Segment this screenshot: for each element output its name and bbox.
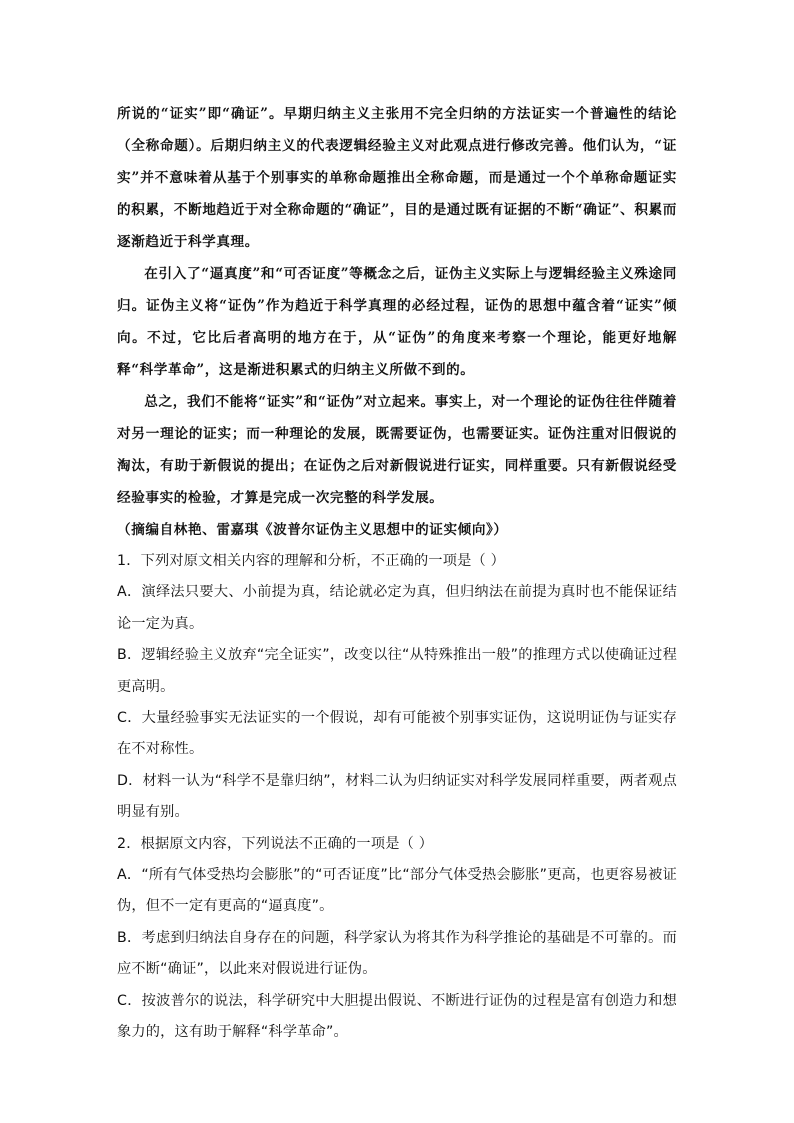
question-2-option-b: B．考虑到归纳法自身存在的问题，科学家认为将其作为科学推论的基础是不可靠的。而应不断“确证”，以此来对假说进行证伪。 — [117, 929, 677, 978]
page-content — [117, 98, 677, 1049]
question-list — [117, 546, 677, 1049]
question-1-option-a: A．演绎法只要大、小前提为真，结论就必定为真，但归纳法在前提为真时也不能保证结论一定为真。 — [117, 584, 677, 632]
question-2-stem: 2．根据原文内容，下列说法不正确的一项是（ ） — [117, 835, 434, 852]
passage-paragraph-2: 在引入了“逼真度”和“可否证度”等概念之后，证伪主义实际上与逻辑经验主义殊途同归。证伪主义将“证伪”作为趋近于科学真理的必经过程，证伪的思想中蕴含着“证实”倾向。不过，它比后者高明的地方在于，从“证伪”的角度来考察一个理论，能更好地解释“科学革命”，这是渐进积累式的归纳主义所做不到的。 — [117, 266, 677, 378]
question-2-option-c: C．按波普尔的说法，科学研究中大胆提出假说、不断进行证伪的过程是富有创造力和想象力的，这有助于解释“科学革命”。 — [117, 992, 677, 1041]
passage-paragraph-3: 总之，我们不能将“证实”和“证伪”对立起来。事实上，对一个理论的证伪往往伴随着对另一理论的证实；而一种理论的发展，既需要证伪，也需要证实。证伪注重对旧假说的淘汰，有助于新假说的提出；在证伪之后对新假说进行证实，同样重要。只有新假说经受经验事实的检验，才算是完成一次完整的科学发展。 — [117, 394, 677, 506]
passage-paragraph-1: 所说的“证实”即“确证”。早期归纳主义主张用不完全归纳的方法证实一个普遍性的结论（全称命题）。后期归纳主义的代表逻辑经验主义对此观点进行修改完善。他们认为，“证实”并不意味着从基于个别事实的单称命题推出全称命题，而是通过一个个单称命题证实的积累，不断地趋近于对全称命题的“确证”，目的是通过既有证据的不断“确证”、积累而逐渐趋近于科学真理。 — [117, 106, 677, 250]
passage-source: （摘编自林艳、雷嘉琪《波普尔证伪主义思想中的证实倾向》） — [117, 522, 508, 538]
question-1-stem: 1．下列对原文相关内容的理解和分析，不正确的一项是（ ） — [117, 553, 506, 569]
reading-passage — [117, 98, 677, 546]
question-1-option-c: C．大量经验事实无法证实的一个假说，却有可能被个别事实证伪，这说明证伪与证实存在不对称性。 — [117, 710, 677, 758]
question-1-option-b: B．逻辑经验主义放弃“完全证实”，改变以往“从特殊推出一般”的推理方式以使确证过程更高明。 — [117, 647, 677, 695]
question-2-option-a: A．“所有气体受热均会膨胀”的“可否证度”比“部分气体受热会膨胀”更高，也更容易被证伪，但不一定有更高的“逼真度”。 — [117, 867, 677, 915]
question-1-option-d: D．材料一认为“科学不是靠归纳”，材料二认为归纳证实对科学发展同样重要，两者观点明显有别。 — [117, 772, 677, 821]
